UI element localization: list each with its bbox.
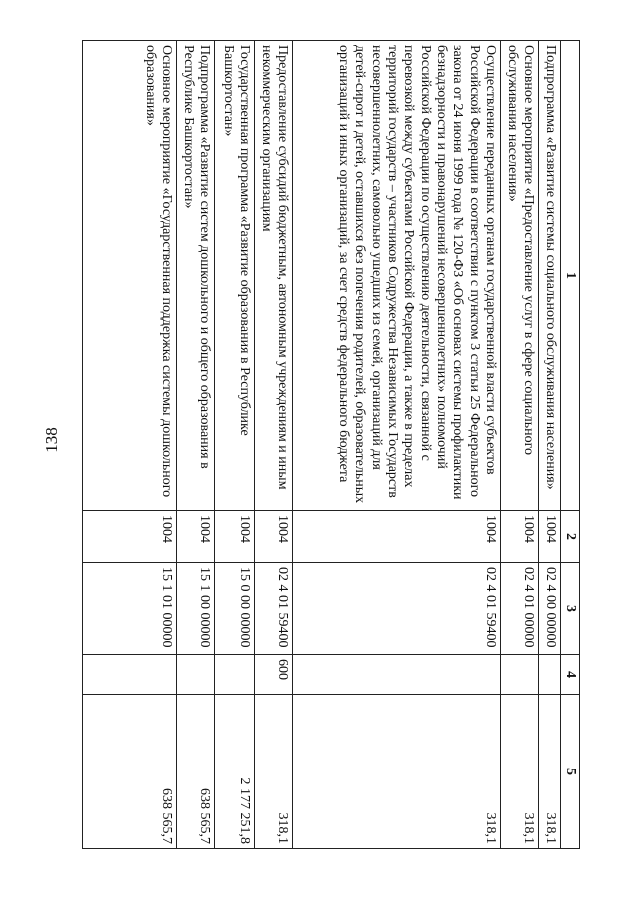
table-row [215,41,255,849]
row-target-code: 02 4 00 00000 [539,563,560,655]
row-expense-type [293,655,501,695]
page-number: 138 [42,427,61,453]
rotated-table-container [82,40,580,848]
row-expense-type [83,655,177,695]
row-name: Подпрограмма «Развитие систем дошкольного и общего образования в Республике Башкортостан» [177,41,215,511]
row-name: Предоставление субсидий бюджетным, автономным учреждениям и иным некоммерческим организациям [255,41,293,511]
header-col-2: 2 [560,511,579,563]
row-target-code: 02 4 01 59400 [255,563,293,655]
table-body [83,41,561,849]
header-col-4: 4 [560,655,579,695]
row-amount: 2 177 251,8 [215,695,255,849]
row-name: Основное мероприятие «Предоставление услуг в сфере социального обслуживания населения» [501,41,539,511]
row-name: Государственная программа «Развитие образования в Республике Башкортостан» [215,41,255,511]
header-col-5: 5 [560,695,579,849]
table-row [255,41,293,849]
row-amount: 318,1 [255,695,293,849]
row-expense-type [501,655,539,695]
row-target-code: 15 1 00 00000 [177,563,215,655]
row-amount: 318,1 [539,695,560,849]
table-row [177,41,215,849]
header-row [560,41,579,849]
row-section-code: 1004 [177,511,215,563]
row-expense-type: 600 [255,655,293,695]
row-section-code: 1004 [83,511,177,563]
header-col-3: 3 [560,563,579,655]
row-name: Осуществление переданных органам государственной власти субъектов Российской Федерации в соответствии с пунктом 3 статьи 25 Федерального закона от 24 июня 1999 года № 120-ФЗ «Об основах системы профилактики безнадзорности и правонарушений несовершеннолетних» полномочий Российской Федерации по осуществлению деятельности, связанной с перевозкой между субъектами Российской Федерации, а также в пределах территорий государств – участников Содружества Независимых Государств несовершеннолетних, самовольно ушедших из семей, организаций для детей-сирот и детей, оставшихся без попечения родителей, образовательных организаций и иных организаций, за счет средств федерального бюджета [293,41,501,511]
row-section-code: 1004 [539,511,560,563]
row-target-code: 15 1 01 00000 [83,563,177,655]
budget-table [82,40,580,849]
row-target-code: 02 4 01 59400 [293,563,501,655]
row-expense-type [539,655,560,695]
table-row [501,41,539,849]
row-amount: 318,1 [501,695,539,849]
row-expense-type [177,655,215,695]
row-amount: 638 565,7 [177,695,215,849]
row-section-code: 1004 [501,511,539,563]
row-section-code: 1004 [255,511,293,563]
row-name: Основное мероприятие «Государственная поддержка системы дошкольного образования» [83,41,177,511]
row-section-code: 1004 [293,511,501,563]
table-row [539,41,560,849]
table-header [560,41,579,849]
row-target-code: 02 4 01 00000 [501,563,539,655]
row-amount: 638 565,7 [83,695,177,849]
row-expense-type [215,655,255,695]
table-row [83,41,177,849]
header-col-1: 1 [560,41,579,511]
row-amount: 318,1 [293,695,501,849]
row-target-code: 15 0 00 00000 [215,563,255,655]
row-section-code: 1004 [215,511,255,563]
table-row [293,41,501,849]
row-name: Подпрограмма «Развитие системы социального обслуживания населения» [539,41,560,511]
